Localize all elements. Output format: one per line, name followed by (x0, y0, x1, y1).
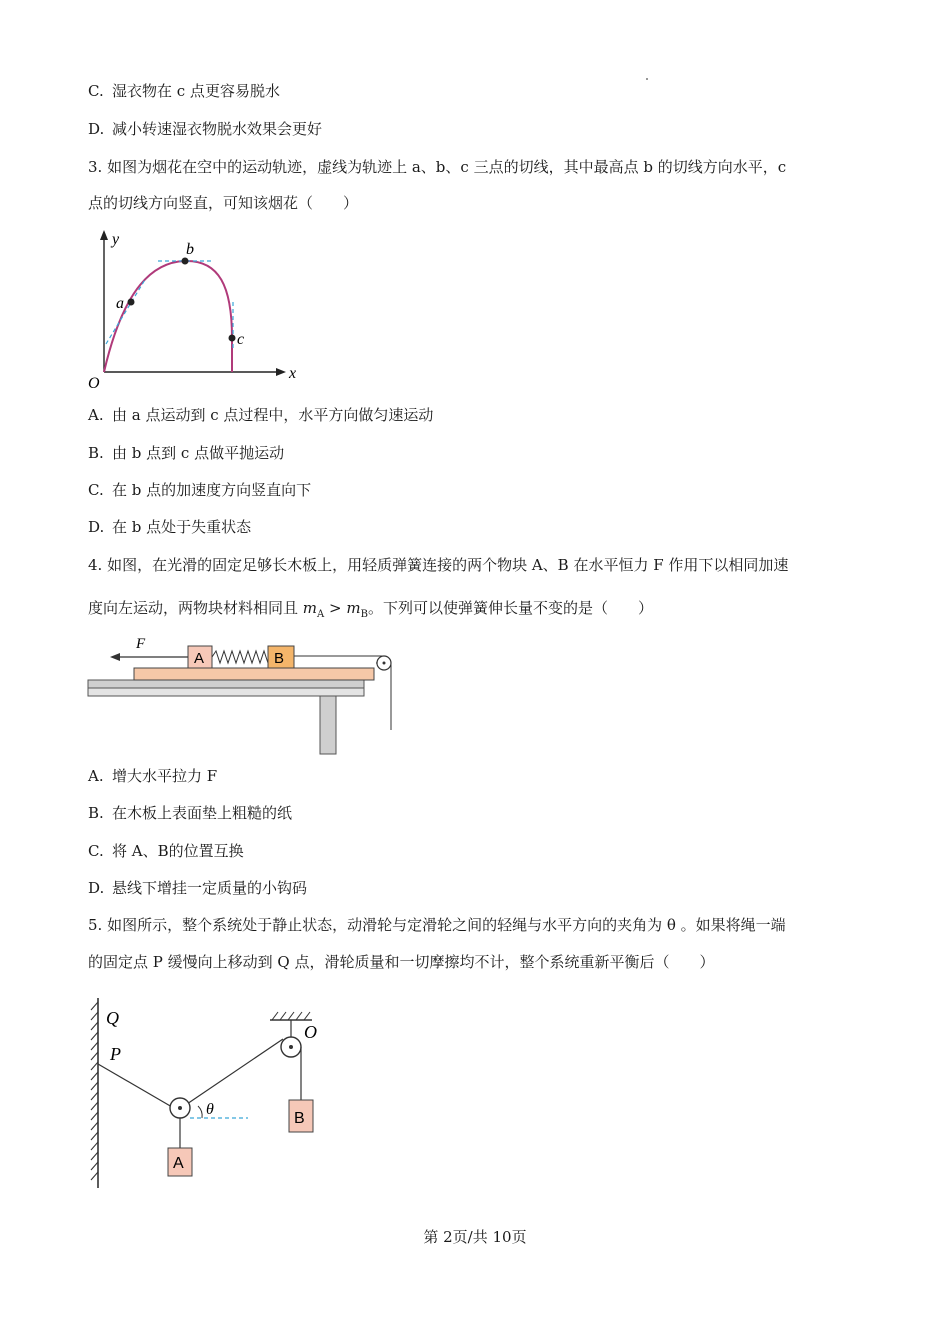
ceiling-hatch (272, 1012, 310, 1020)
tangent-a (106, 278, 146, 344)
label-theta: θ (206, 1101, 214, 1118)
q3-stem-line1: 3. 如图为烟花在空中的运动轨迹，虚线为轨迹上 a、b、c 三点的切线，其中最高点 b 的切线方向水平，c (88, 158, 787, 176)
q5-pulley-figure (86, 996, 336, 1192)
q3-option-a: A. 由 a 点运动到 c 点过程中，水平方向做匀速运动 (88, 406, 434, 424)
wooden-board (134, 668, 374, 680)
force-arrow-head-icon (110, 653, 120, 661)
trajectory-curve (104, 261, 232, 372)
q4-option-a: A. 增大水平拉力 F (88, 767, 218, 785)
q3-option-d: D. 在 b 点处于失重状态 (88, 518, 252, 536)
q4-option-d: D. 悬线下增挂一定质量的小钩码 (88, 879, 308, 897)
x-axis-label: x (289, 365, 297, 382)
q3-trajectory-figure (84, 226, 314, 392)
q3-stem-line2: 点的切线方向竖直，可知该烟花（ ） (88, 194, 359, 212)
spring (212, 651, 272, 663)
x-axis-arrow-icon (276, 368, 286, 376)
option-c-prev: C. 湿衣物在 c 点更容易脱水 (88, 82, 280, 100)
block-a-label: A (173, 1155, 184, 1172)
q4-stem-line1: 4. 如图，在光滑的固定足够长木板上，用轻质弹簧连接的两个物块 A、B 在水平恒力 F 作用下以相同加速 (88, 556, 789, 574)
table-edge (88, 688, 364, 696)
table-top (88, 680, 364, 688)
y-axis-label: y (112, 231, 120, 248)
point-a (128, 299, 135, 306)
label-b: b (186, 241, 194, 258)
point-b (182, 258, 189, 265)
origin-label: O (88, 375, 100, 392)
block-b-label: B (294, 1110, 305, 1127)
wall-hatch (91, 1002, 98, 1180)
label-a: a (116, 295, 124, 312)
page-footer: 第 2页/共 10页 (423, 1228, 527, 1246)
q3-option-b: B. 由 b 点到 c 点做平抛运动 (88, 444, 285, 462)
point-c (229, 335, 236, 342)
table-leg (320, 696, 336, 754)
y-axis-arrow-icon (100, 230, 108, 240)
q4-stem-line2: 度向左运动，两物块材料相同且 $m_A > m_B$。下列可以使弹簧伸长量不变的是（ ） (88, 599, 653, 620)
q5-stem-line2: 的固定点 P 缓慢向上移动到 Q 点，滑轮质量和一切摩擦均不计，整个系统重新平衡后（ ） (88, 953, 715, 971)
label-o: O (304, 1022, 317, 1042)
label-c: c (237, 331, 245, 348)
block-b-label: B (274, 650, 285, 667)
label-q: Q (106, 1008, 119, 1028)
option-d-prev: D. 减小转速湿衣物脱水效果会更好 (88, 120, 323, 138)
block-a-label: A (194, 650, 205, 667)
q4-option-c: C. 将 A、B的位置互换 (88, 842, 244, 860)
q3-option-c: C. 在 b 点的加速度方向竖直向下 (88, 481, 312, 499)
q4-option-b: B. 在木板上表面垫上粗糙的纸 (88, 804, 293, 822)
label-p: P (110, 1044, 121, 1064)
q5-stem-line1: 5. 如图所示，整个系统处于静止状态，动滑轮与定滑轮之间的轻绳与水平方向的夹角为 θ 。如果将绳一端 (88, 916, 786, 934)
rope-left (98, 1064, 172, 1107)
rope-right (187, 1039, 283, 1104)
force-label: F (136, 636, 146, 652)
stray-dot (646, 78, 648, 80)
q4-board-figure (86, 630, 398, 756)
angle-arc (198, 1106, 202, 1118)
